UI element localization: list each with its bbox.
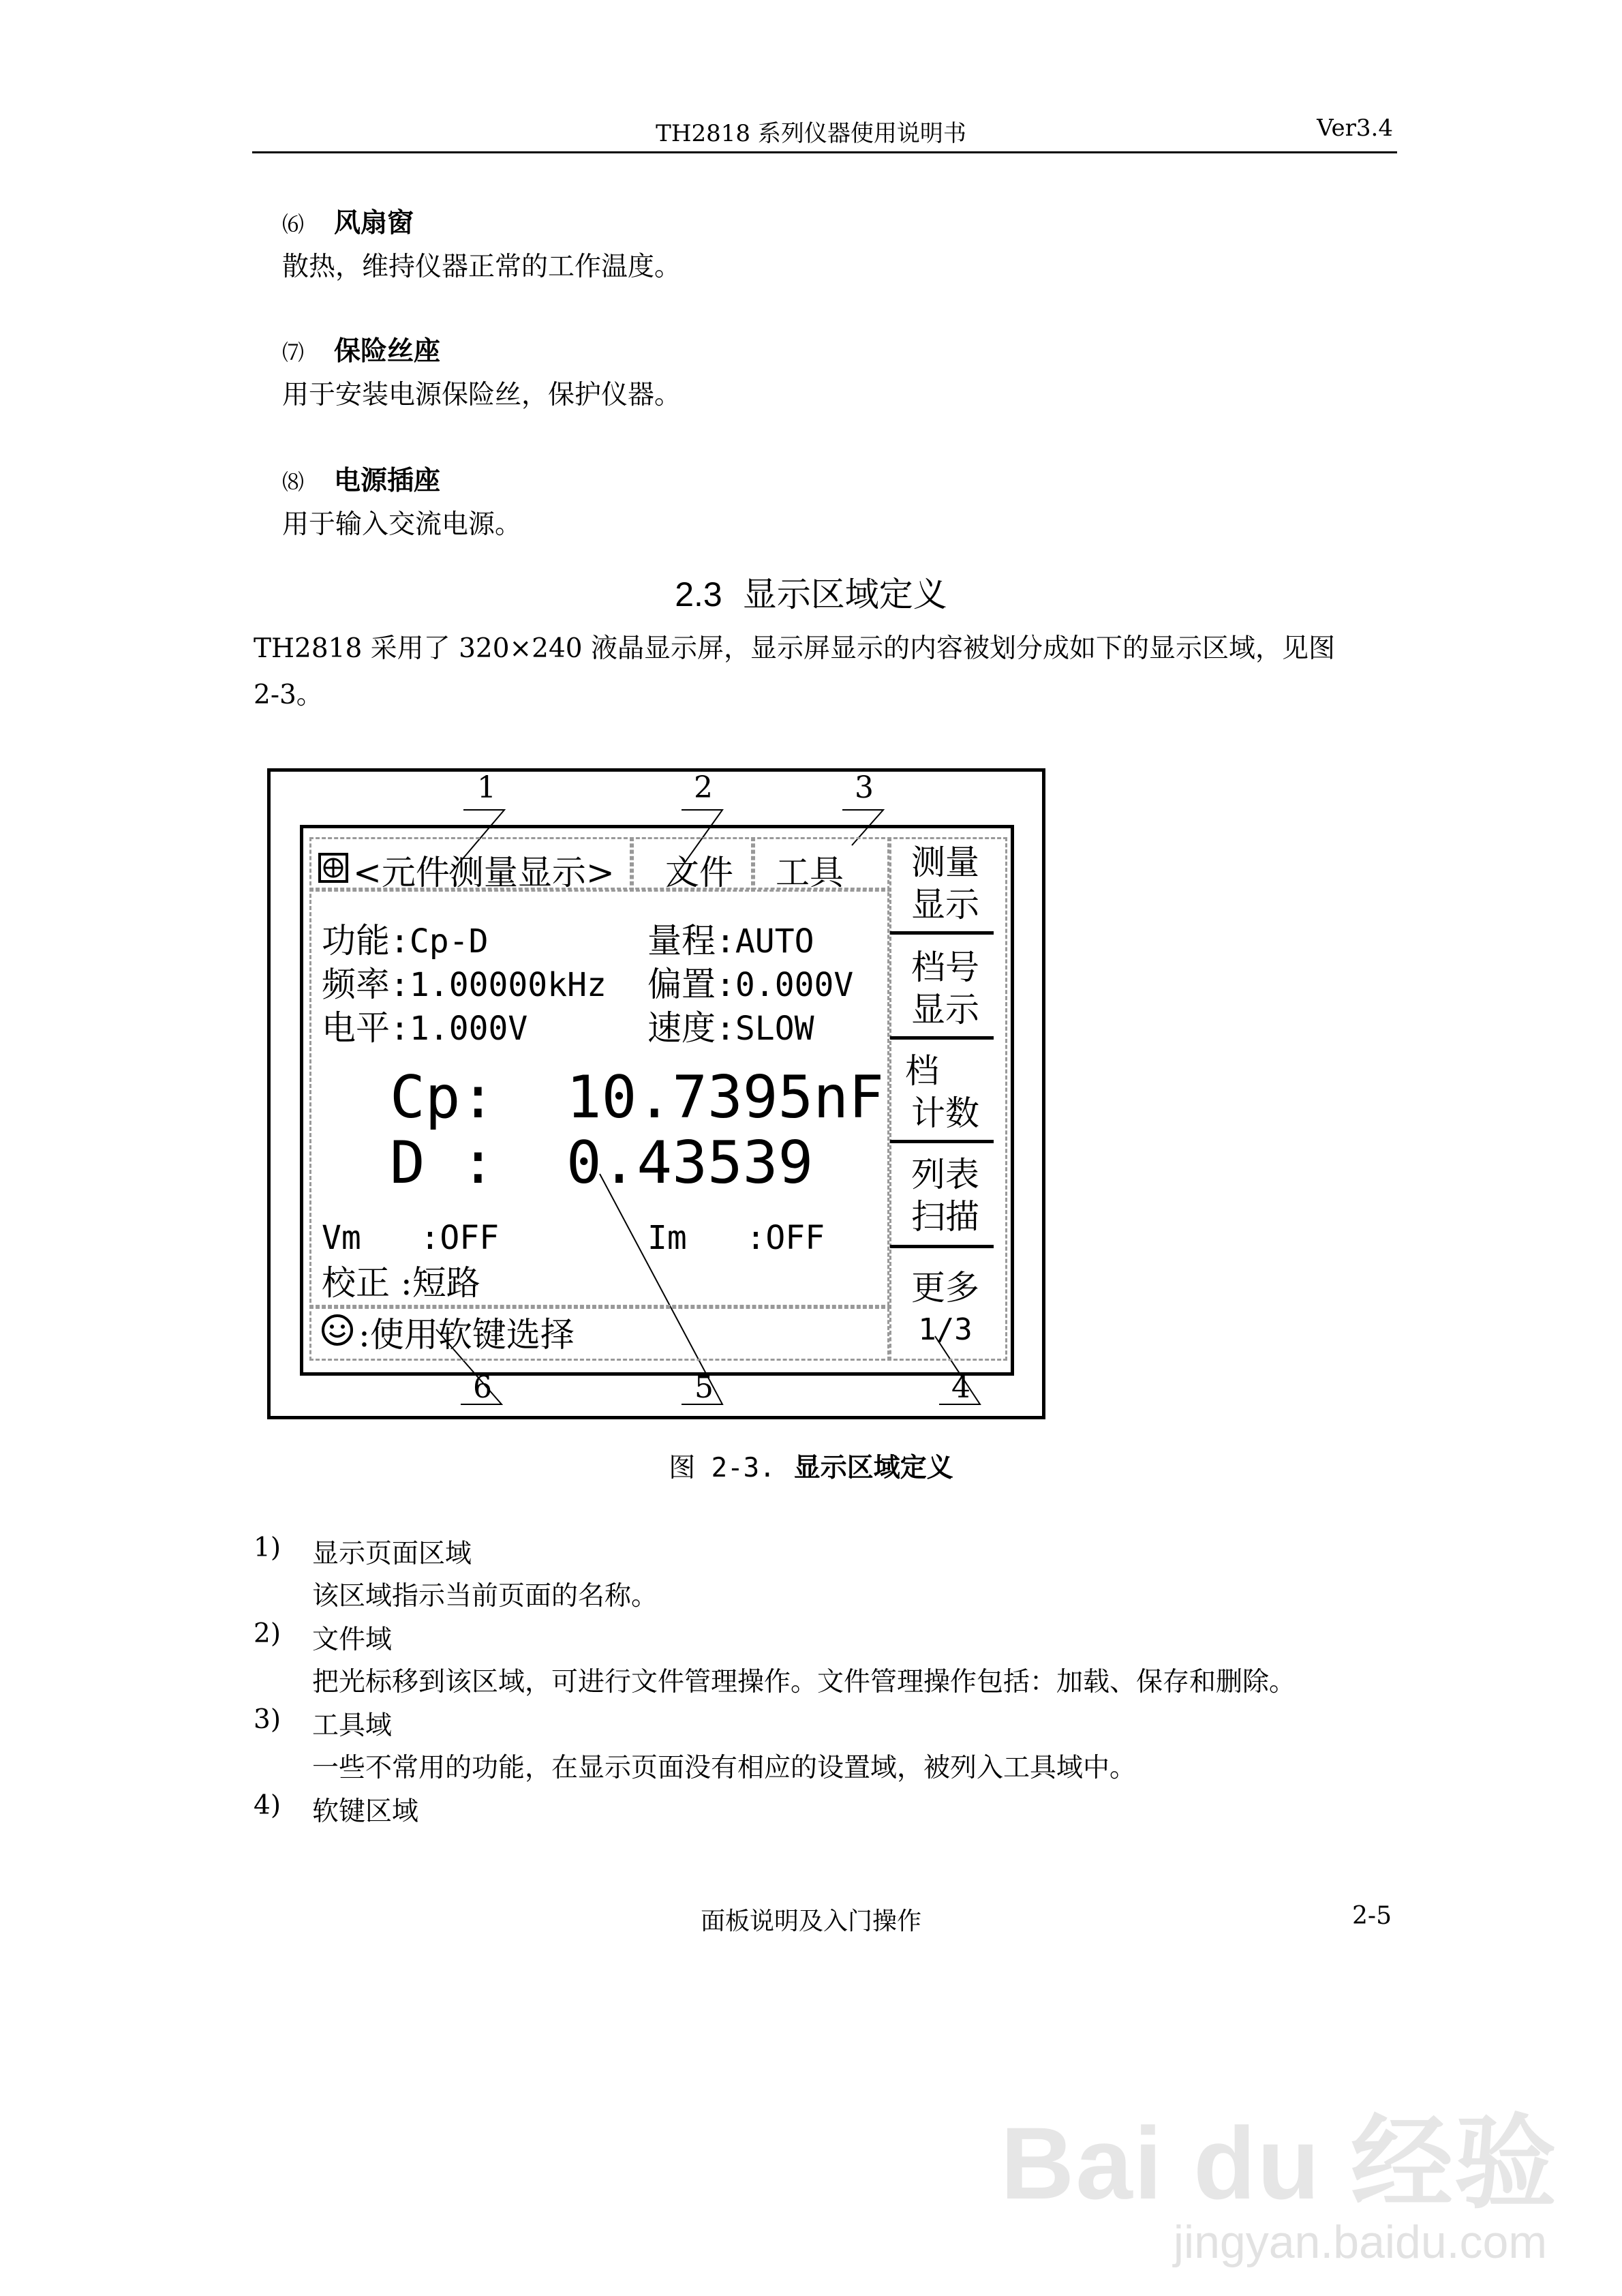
softkey-bin-count[interactable] [890,1050,1000,1134]
baidu-watermark-logo: Bai du 经验 [1000,2106,1558,2220]
list-2-desc: 把光标移到该区域，可进行文件管理操作。文件管理操作包括：加载、保存和删除。 [312,1667,1296,1697]
softkey-4-line1: 列表 [911,1155,979,1194]
param-function-label: 功能 [322,921,390,961]
softkey-2-line2: 显示 [911,990,979,1029]
param-speed-value: :SLOW [716,1010,814,1048]
param-level[interactable] [322,1001,527,1050]
softkey-list-sweep[interactable] [890,1153,1000,1238]
softkey-measure-display[interactable] [890,841,1000,926]
param-level-label: 电平 [322,1008,390,1048]
result-primary: Cp: 10.7395nF [390,1063,884,1132]
baidu-watermark-url: jingyan.baidu.com [1173,2216,1547,2268]
list-3-number: 3) [254,1704,281,1735]
param-level-value: :1.000V [390,1010,528,1048]
item-6-number: ⑹ [282,211,305,237]
param-bias-label: 偏置 [647,965,716,1004]
item-8-title: 电源插座 [334,465,441,496]
softkey-separator [890,1140,994,1143]
item-6-desc: 散热，维持仪器正常的工作温度。 [282,252,682,282]
softkey-1-line2: 显示 [911,885,979,924]
softkey-5-line2: 1/3 [918,1312,973,1347]
softkey-3-line1: 档 [905,1051,939,1091]
header-version: Ver3.4 [1317,115,1393,142]
item-8-number: ⑻ [282,469,305,495]
list-2-title: 文件域 [312,1625,393,1655]
param-frequency[interactable] [322,957,607,1006]
param-range[interactable] [647,913,814,963]
vm-monitor[interactable]: Vm :OFF [322,1219,500,1257]
param-bias[interactable] [647,957,853,1006]
list-1-number: 1) [254,1532,281,1563]
param-speed[interactable] [647,1001,814,1050]
callout-6: 6 [473,1370,492,1405]
param-function[interactable] [322,913,489,963]
callout-2: 2 [694,770,713,805]
callout-5: 5 [694,1370,714,1405]
softkey-4-line2: 扫描 [911,1197,979,1237]
softkey-bin-number-display[interactable] [890,946,1000,1031]
result-secondary: D : 0.43539 [390,1129,814,1197]
callout-1: 1 [477,770,496,805]
intro-paragraph: TH2818 采用了 320×240 液晶显示屏，显示屏显示的内容被划分成如下的显示区域，见图 2-3。 [254,633,1336,710]
softkey-separator [890,1245,994,1248]
softkey-2-line1: 档号 [911,948,979,987]
softkey-more[interactable] [890,1267,1000,1351]
item-6-title: 风扇窗 [334,207,414,239]
callout-3: 3 [855,770,874,805]
im-monitor[interactable]: Im :OFF [647,1219,825,1257]
caption-title: 显示区域定义 [793,1452,953,1483]
softkey-5-line1: 更多 [911,1268,979,1308]
footer-chapter: 面板说明及入门操作 [700,1907,921,1935]
tool-field[interactable]: 工具 [776,853,844,892]
list-1-title: 显示页面区域 [312,1539,472,1569]
caption-prefix: 图 2-3. [669,1453,776,1483]
item-7-desc: 用于安装电源保险丝，保护仪器。 [282,380,682,410]
list-1-desc: 该区域指示当前页面的名称。 [312,1581,658,1612]
param-function-value: :Cp-D [390,922,489,961]
param-speed-label: 速度 [647,1008,716,1048]
param-bias-value: :0.000V [716,966,854,1004]
section-number: 2.3 [675,575,722,614]
help-text: :使用软键选择 [358,1315,575,1355]
smiley-icon [320,1313,354,1347]
footer-page-number: 2-5 [1352,1902,1392,1930]
section-title-text: 显示区域定义 [742,575,947,614]
param-range-label: 量程 [647,921,716,961]
page-name[interactable]: <元件测量显示> [353,853,615,892]
list-3-title: 工具域 [312,1710,393,1741]
softkey-3-line2: 计数 [911,1093,979,1133]
list-3-desc: 一些不常用的功能，在显示页面没有相应的设置域，被列入工具域中。 [312,1753,1137,1783]
figure-caption [0,1447,1622,1485]
param-range-value: :AUTO [716,922,814,961]
param-frequency-label: 频率 [322,965,390,1004]
item-8-desc: 用于输入交流电源。 [282,509,522,540]
param-frequency-value: :1.00000kHz [390,966,607,1004]
list-4-title: 软键区域 [312,1796,419,1827]
file-field[interactable]: 文件 [665,853,733,892]
softkey-1-line1: 测量 [911,843,979,882]
header-title: TH2818 系列仪器使用说明书 [656,120,966,147]
list-2-number: 2) [254,1618,281,1649]
correction-status[interactable]: 校正 :短路 [322,1263,480,1303]
callout-4: 4 [951,1370,970,1405]
softkey-separator [890,1036,994,1040]
item-7-title: 保险丝座 [334,335,441,367]
item-7-number: ⑺ [282,339,305,365]
softkey-separator [890,931,994,935]
list-4-number: 4) [254,1790,281,1821]
page-select-icon [318,852,349,883]
